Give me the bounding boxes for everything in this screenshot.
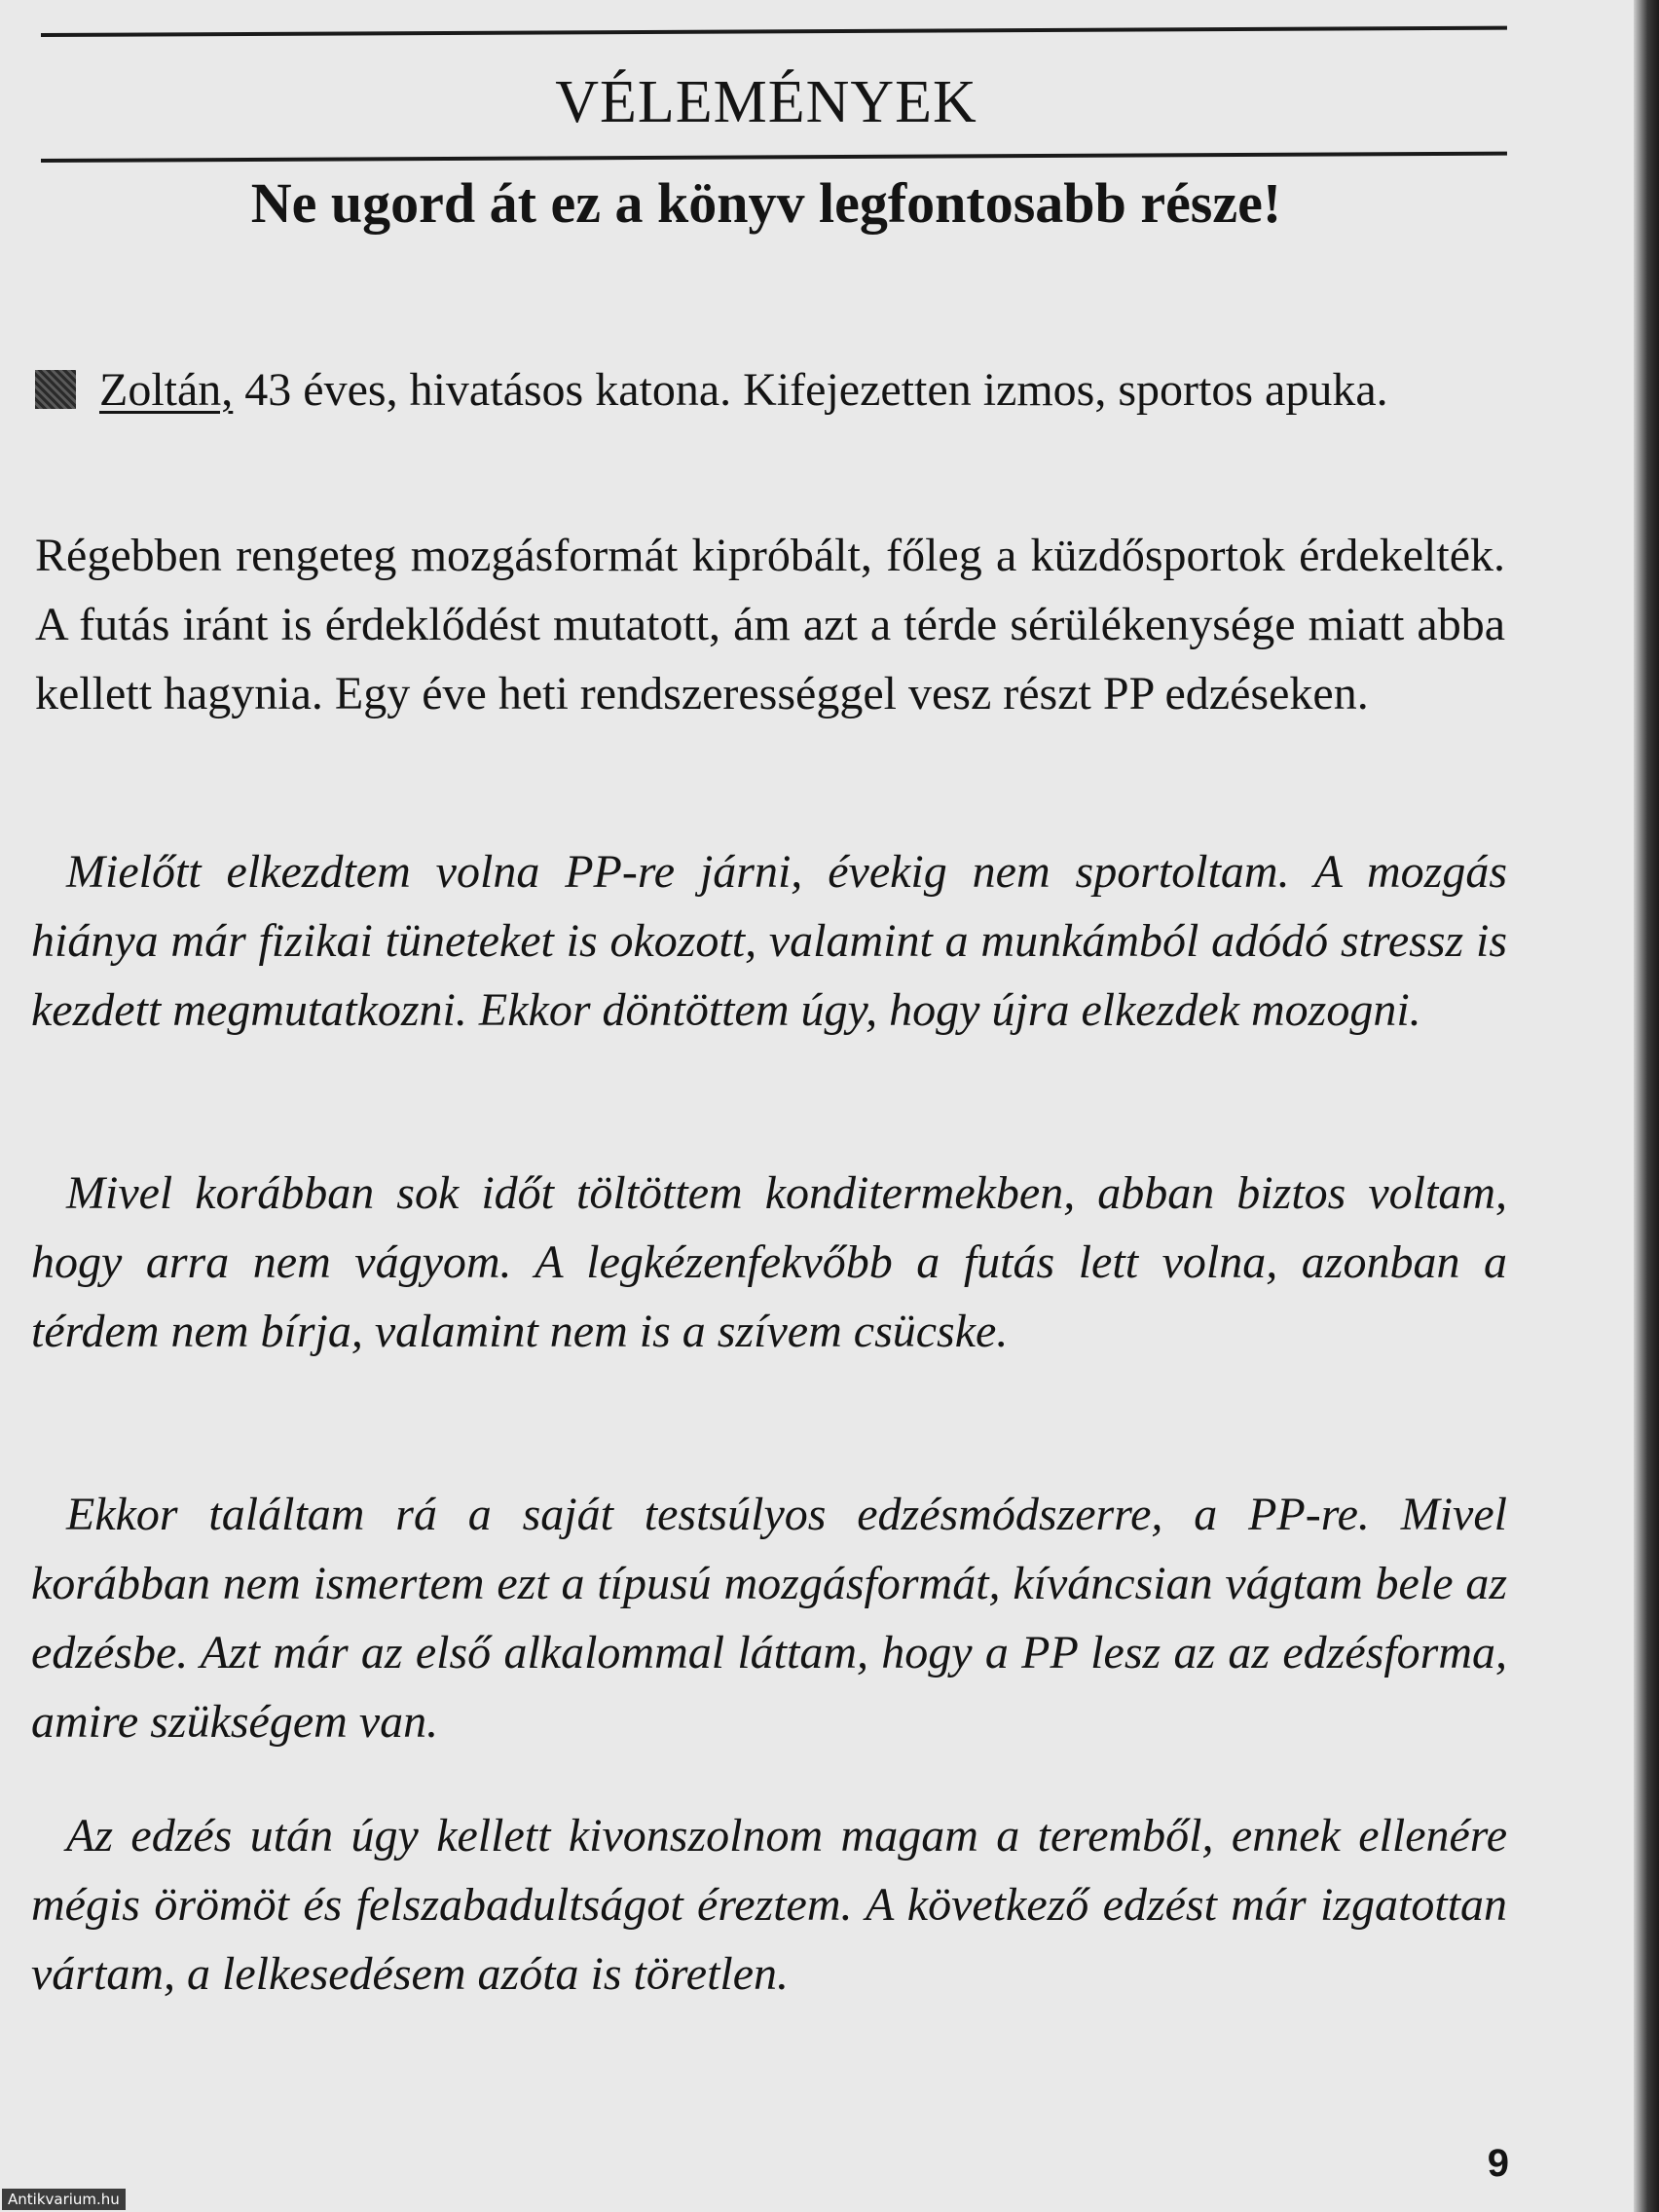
section-title: VÉLEMÉNYEK	[555, 69, 977, 135]
quote-paragraph: Mivel korábban sok időt töltöttem konditermekben, abban biztos voltam, hogy arra nem vágyom. A legkézenfekvőbb a futás lett volna, azonban a térdem nem bírja, valamint nem is a szívem csücske.	[31, 1167, 1507, 1357]
person-bio: Régebben rengeteg mozgásformát kipróbált, főleg a küzdősportok érdekelték. A futás iránt is érdeklődést mutatott, ám azt a térde sérülékenysége miatt abba kellett hagynia. Egy éve heti rendszerességgel vesz részt PP edzéseken.	[35, 530, 1505, 719]
quote-paragraph: Az edzés után úgy kellett kivonszolnom magam a teremből, ennek ellenére mégis örömöt és felszabadultságot éreztem. A következő edzést már izgatottan vártam, a lelkesedésem azóta is töretlen.	[31, 1810, 1507, 2000]
testimonial-intro	[35, 355, 1505, 425]
header-rule-top	[41, 26, 1507, 37]
quote-paragraph: Mielőtt elkezdtem volna PP-re járni, évekig nem sportoltam. A mozgás hiánya már fizikai tüneteket is okozott, valamint a munkámból adódó stressz is kezdett megmutatkozni. Ekkor döntöttem úgy, hogy újra elkezdek mozogni.	[31, 846, 1507, 1036]
page-edge-shadow	[1634, 0, 1659, 2212]
header-rule-bottom	[41, 152, 1507, 163]
bullet-square-icon	[35, 370, 76, 409]
quote-paragraph: Ekkor találtam rá a saját testsúlyos edzésmódszerre, a PP-re. Mivel korábban nem ismertem ezt a típusú mozgásformát, kíváncsian vágtam bele az edzésbe. Azt már az első alkalommal láttam, hogy a PP lesz az az edzésforma, amire szükségem van.	[31, 1489, 1507, 1748]
page-subtitle: Ne ugord át ez a könyv legfontosabb része!	[250, 171, 1282, 235]
page-number: 9	[1487, 2142, 1509, 2185]
person-name: Zoltán,	[99, 364, 234, 416]
person-description: 43 éves, hivatásos katona. Kifejezetten izmos, sportos apuka.	[233, 364, 1388, 416]
watermark: Antikvarium.hu	[2, 2189, 126, 2210]
